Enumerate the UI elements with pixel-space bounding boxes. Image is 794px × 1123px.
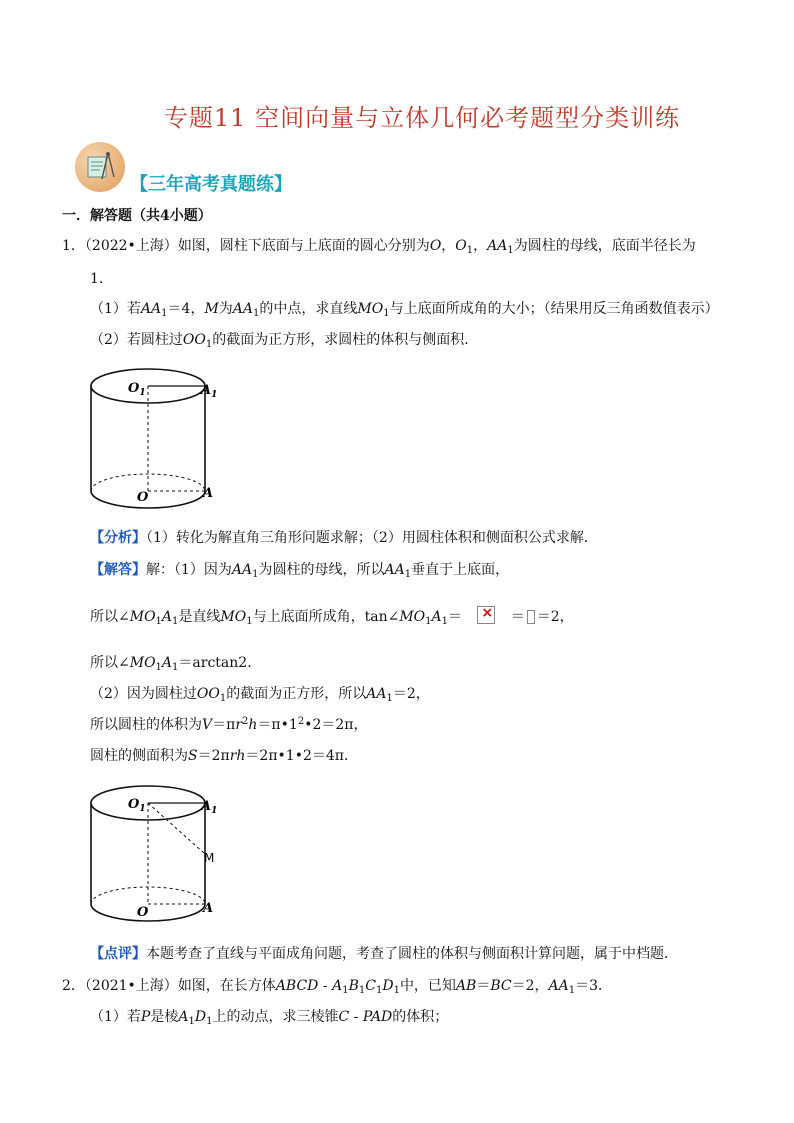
answer-tag: 【解答】	[90, 562, 146, 578]
cylinder-figure-1	[80, 358, 240, 523]
label-A1: $A_1$	[201, 799, 218, 816]
label-O: O	[137, 490, 149, 505]
label-A: A	[203, 901, 214, 916]
q1-answer-line3: 所以$\angle MO_1A_1=\arctan 2$．	[90, 655, 262, 673]
q2-number: 2．	[62, 978, 85, 994]
q1-stem-cont: 1．	[90, 271, 113, 287]
section-badge	[75, 142, 125, 192]
q1-number: 1．	[62, 238, 85, 254]
label-O1: $O_1$	[128, 797, 146, 814]
ruler-compass-icon	[82, 149, 118, 185]
broken-image-icon	[527, 610, 535, 624]
q1-part1: （1）若$AA_1=4$，M为$AA_1$的中点，求直线$MO_1$与上底面所成角的大小；（结果用反三角函数值表示）	[90, 301, 719, 319]
q1-analysis: 【分析】（1）转化为解直角三角形问题求解；（2）用圆柱体积和侧面积公式求解．	[90, 530, 598, 546]
broken-image-icon	[477, 606, 495, 624]
label-M: M	[204, 851, 215, 865]
cylinder-figure-2	[80, 774, 240, 924]
q2-source: （2021•上海）	[84, 978, 178, 994]
q1-answer-line5: 所以圆柱的体积为$V=\pi r^2h=\pi•1^2•2=2\pi$，	[90, 716, 368, 733]
q2-stem: 2．（2021•上海）如图，在长方体ABCD - $A_1B_1C_1D_1$中，已知AB＝BC＝2，$AA_1=3$．	[62, 978, 613, 996]
q1-source: （2022•上海）	[84, 238, 178, 254]
q1-stem: 1．（2022•上海）如图，圆柱下底面与上底面的圆心分别为O，$O_1$，$AA_1$为圆柱的母线，底面半径长为	[62, 238, 696, 256]
label-A1: $A_1$	[201, 383, 218, 400]
page-title: 专题11 空间向量与立体几何必考题型分类训练	[163, 104, 681, 132]
q1-comment: 【点评】本题考查了直线与平面成角问题，考查了圆柱的体积与侧面积计算问题，属于中档题．	[90, 946, 678, 962]
q1-answer-line2: 所以$\angle MO_1A_1$是直线$MO_1$与上底面所成角，$\tan\angle MO_1A_1=$ × ＝ ＝2，	[90, 606, 574, 626]
label-O1: $O_1$	[128, 381, 146, 398]
part-heading: 一．解答题（共4小题）	[62, 208, 212, 224]
comment-tag: 【点评】	[90, 946, 146, 962]
q1-answer-line1: 【解答】解：（1）因为$AA_1$为圆柱的母线，所以$AA_1$垂直于上底面，	[90, 562, 510, 580]
label-A: A	[203, 486, 214, 501]
q1-answer-line4: （2）因为圆柱过$OO_1$的截面为正方形，所以$AA_1=2$，	[90, 686, 430, 704]
label-O: O	[137, 905, 149, 920]
section-heading: 【三年高考真题练】	[130, 174, 292, 195]
q1-answer-line6: 圆柱的侧面积为S＝2πrh＝2π•1•2＝4π．	[90, 748, 358, 764]
analysis-tag: 【分析】	[90, 530, 146, 546]
q2-part1: （1）若P是棱$A_1D_1$上的动点，求三棱锥C - PAD的体积；	[90, 1009, 449, 1027]
q1-part2: （2）若圆柱过$OO_1$的截面为正方形，求圆柱的体积与侧面积．	[90, 332, 479, 350]
